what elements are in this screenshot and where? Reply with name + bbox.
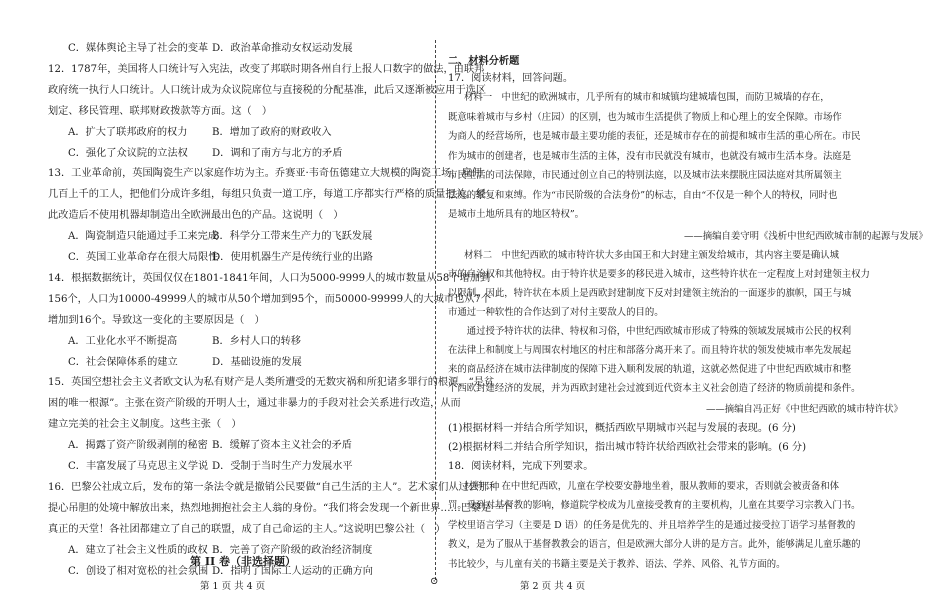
material-text-line: 以限制，因此，特许状在本质上是西欧封建制度下反对封建领主统治的一面逐步的旗帜，国王与城	[448, 287, 852, 299]
material-text-line: 罚。受到对基督教的影响，修道院学校成为儿童接受教育的主要机构，儿童在其要学习宗教入门书。	[448, 500, 861, 511]
answer-option: C．丰富发展了马克思主义学说	[68, 461, 209, 472]
material-text-line: 书比较少，与儿童有关的书籍主要是关于教养、语法、学养、风俗、礼节方面的。	[448, 558, 786, 570]
answer-option: D．指明了国际工人运动的正确方向	[212, 565, 373, 577]
question-text-line: 建立完美的社会主义制度。这些主张（ ）	[48, 419, 242, 431]
answer-option: A．揭露了资产阶级剥削的秘密	[68, 440, 208, 452]
material-text-line: 市通过一种软性的合作达到了对付主要敌人的目的。	[448, 306, 664, 318]
question-text-line: 几百上千的工人，把他们分成许多组，每组只负责一道工序，每道工序都实行严格的质量把关。经	[48, 189, 487, 201]
answer-option: A．建立了社会主义性质的政权	[68, 544, 208, 556]
material-text-line: 材料二 中世纪西欧的城市特许状大多由国王和大封建主颁发给城市，其内容主要是确认城	[464, 249, 840, 261]
material-text-line: 材料一 在中世纪西欧，儿童在学校要安静地坐着，服从教师的要求，否则就会被责备和体	[464, 480, 840, 492]
column-divider	[435, 40, 436, 580]
answer-option: C．英国工业革命存在很大局限性	[68, 252, 219, 263]
section-heading-ii: 第 II 卷（非选择题）	[190, 555, 296, 568]
material-text-line: 在法律上和制度上与周围农村地区的村庄和部落分离开来了。而且特许状的领发使城市率先发展起	[448, 344, 852, 356]
question-17-intro: 17．阅读材料，回答问题。	[448, 73, 574, 84]
question-18-intro: 18．阅读材料，完成下列要求。	[448, 460, 594, 472]
material-text-line: 市的自治权和其他特权。由于特许状是要多的移民进入城市，这些特许状在一定程度上对封建领主权力	[448, 268, 870, 280]
question-task: (2)根据材料二并结合所学知识，指出城市特许状给西欧社会带来的影响。(6 分)	[448, 441, 807, 453]
material-source: ——摘编自冯正好《中世纪西欧的城市特许状》	[706, 403, 903, 415]
question-task: (1)根据材料一并结合所学知识，概括西欧早期城市兴起与发展的表现。(6 分)	[448, 422, 796, 434]
answer-option: D．政治革命推动女权运动发展	[212, 43, 353, 54]
question-text-line: 16．巴黎公社成立后，发布的第一条法令就是撤销公民要做“自己生活的主人”。艺术家们从过去那种	[48, 481, 500, 493]
material-text-line: 学校里语言学习（主要是 D 语）的任务是优先的、并且培养学生的是通过接受拉丁语学习基督教的	[448, 519, 856, 531]
answer-option: A．工业化水平不断提高	[68, 335, 178, 347]
section-title: 二、材料分析题	[448, 55, 520, 67]
question-text-line: 提心吊胆的处境中解放出来，热烈地拥抱社会主人翁的身份。“我们将会发现一个新世界……巴黎是一个	[48, 502, 512, 514]
answer-option: D．受制于当时生产力发展水平	[212, 461, 353, 472]
question-text-line: 困的唯一根源”。主张在资产阶级的开明人士，通过非暴力的手段对社会关系进行改造，从而	[48, 398, 461, 410]
question-text-line: 15．英国空想社会主义者欧文认为私有财产是人类所遭受的无数灾祸和所犯诸多罪行的根源，“是贫	[48, 377, 495, 389]
material-text-line: 作为城市的创建者，也是城市生活的主体，没有市民就没有城市，也就没有城市生活本身。法庭是	[448, 150, 852, 162]
footer-right: 第 2 页 共 4 页	[520, 581, 586, 592]
question-text-line: 13．工业革命前，英国陶瓷生产以家庭作坊为主。乔赛亚·韦奇伍德建立大规模的陶瓷工场，雇佣	[48, 168, 482, 180]
material-text-line: 通过授予特许状的法律、特权和习俗，中世纪西欧城市形成了特殊的领域发展城市公民的权利	[448, 325, 852, 337]
material-text-line: 材料一 中世纪的欧洲城市，几乎所有的城市和城镇均建城墙包围，而防卫城墙的存在，	[464, 92, 830, 103]
material-text-line: 市民生活的司法保障，市民通过创立自己的特别法庭，以及城市法来摆脱庄园法庭对其所属领主	[448, 170, 842, 181]
question-text-line: 此改造后不使用机器却制造出全欧洲最出色的产品。这说明（ ）	[48, 210, 344, 222]
material-source: ——摘编自姜守明《浅析中世纪西欧城市制的起源与发展》	[684, 230, 928, 242]
answer-option: C．媒体舆论主导了社会的变革	[68, 43, 209, 54]
answer-option: D．基础设施的发展	[212, 356, 302, 368]
answer-option: B．缓解了资本主义社会的矛盾	[212, 440, 352, 452]
answer-option: D．调和了南方与北方的矛盾	[212, 147, 343, 159]
question-text-line: 增加到16个。导致这一变化的主要原因是（ ）	[48, 314, 265, 326]
question-text-line: 真正的天堂！各社团都建立了自己的联盟，成了自己命运的主人。”这说明巴黎公社（ ）	[48, 523, 446, 535]
answer-option: B．完善了资产阶级的政治经济制度	[212, 544, 373, 556]
answer-option: B．增加了政府的财政收入	[212, 126, 332, 138]
material-text-line: 来的商品经济在城市法律制度的保障下进入顺利发展的轨道，这就必然促进了中世纪西欧城市和整	[448, 363, 852, 375]
binding-mark-icon: ⊙	[430, 576, 439, 587]
question-text-line: 12．1787年，美国将人口统计写入宪法，改变了邦联时期各州自行上报人口数字的做法，由联邦	[48, 63, 485, 75]
material-text-line: 既意味着城市与乡村（庄园）的区别，也为城市生活提供了物质上和心理上的安全保障。市场作	[448, 111, 842, 123]
answer-option: C．强化了众议院的立法权	[68, 147, 188, 159]
answer-option: C．社会保障体系的建立	[68, 356, 178, 368]
question-text-line: 划定、移民管理、联邦财政拨款等方面。这（ ）	[48, 105, 273, 117]
footer-left: 第 1 页 共 4 页	[200, 581, 266, 592]
material-text-line: 个西欧封建经济的发展，并为西欧封建社会过渡到近代资本主义社会创造了经济的物质前提和条件。	[448, 382, 861, 394]
answer-option: C．创设了相对宽松的社会氛围	[68, 565, 209, 577]
answer-option: A．陶瓷制造只能通过手工来完成	[68, 231, 218, 243]
question-text-line: 14．根据数据统计，英国仅仅在1801-1841年间，人口为5000-9999人的城市数量从58个增加到	[48, 272, 491, 284]
question-text-line: 156个，人口为10000-49999人的城市从50个增加到95个，而50000-99999人的大城市也从7个	[48, 293, 492, 305]
answer-option: A．扩大了联邦政府的权力	[68, 126, 188, 138]
answer-option: B．科学分工带来生产力的飞跃发展	[212, 231, 373, 243]
material-text-line: 是城市土地所具有的地区特权”。	[448, 209, 585, 220]
material-text-line: 教义，是为了服从于基督教教会的语言，但是欧洲大部分人讲的是方言。此外，能够满足儿童乐趣的	[448, 539, 861, 550]
material-text-line: 为商人的经营场所，也是城市最主要功能的表征，还是城市存在的前提和城市生活的重心所在。市民	[448, 131, 861, 142]
material-text-line: 法庭的繁复和束缚。作为“市民阶级的合法身份”的标志，自由“不仅是一种个人的特权，同时也	[448, 189, 838, 201]
question-text-line: 政府统一执行人口统计。人口统计成为众议院席位与直接税的分配基准，此后又逐渐被应用于选区	[48, 84, 487, 96]
answer-option: B．乡村人口的转移	[212, 335, 301, 347]
answer-option: D．使用机器生产是传统行业的出路	[212, 252, 373, 263]
